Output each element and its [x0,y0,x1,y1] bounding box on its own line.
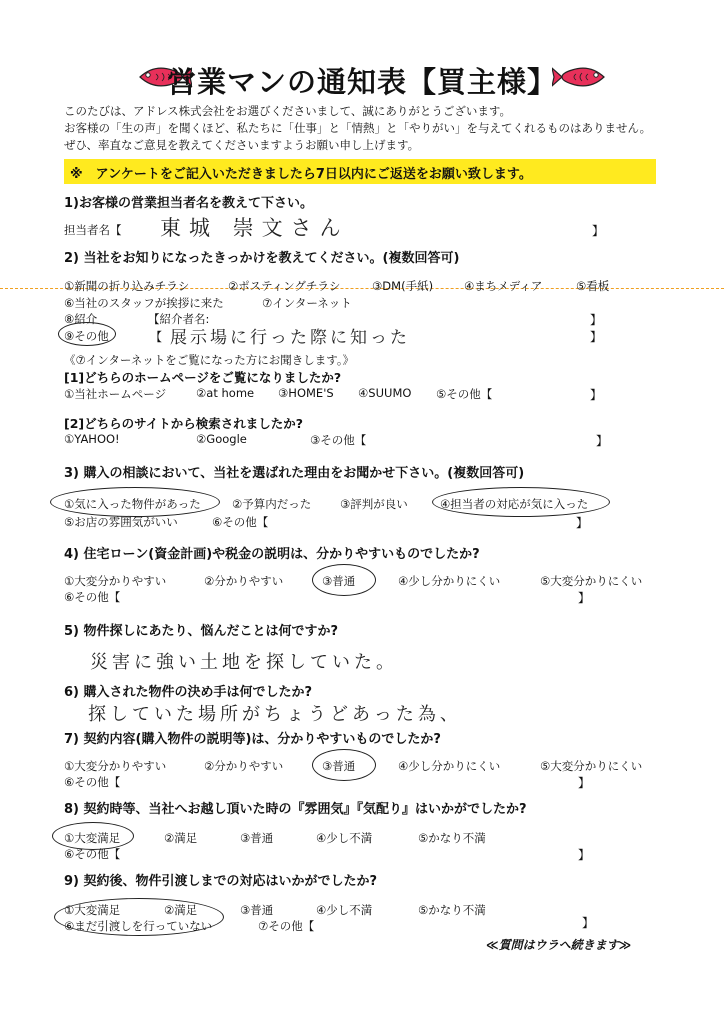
q2-option-9-circle [58,322,116,346]
q2-site-option-2[interactable]: ②at home [196,386,255,400]
q6-question: 6) 購入された物件の決め手は何でしたか? [64,685,313,700]
q7-option-6[interactable]: ⑥その他【 [64,775,121,789]
q7-option-4[interactable]: ④少し分かりにくい [398,759,501,773]
intro-line-3: ぜひ、率直なご意見を教えてくださいますようお願い申し上げます。 [64,138,420,152]
q9-option-6[interactable]: ⑥まだ引渡しを行っていない [64,919,213,933]
q2-site-close: 】 [590,388,603,402]
q2-referrer-label: 【紹介者名: [148,312,210,326]
q3-question: 3) 購入の相談において、当社を選ばれた理由をお聞かせ下さい。(複数回答可) [64,466,525,481]
q2-search-close: 】 [596,434,609,448]
q2-option-4[interactable]: ④まちメディア [464,279,543,293]
q7-option-5[interactable]: ⑤大変分かりにくい [540,759,643,773]
q8-option-6[interactable]: ⑥その他【 [64,847,121,861]
q2-option-9[interactable]: ⑨その他 [64,329,109,343]
q3-option-5[interactable]: ⑤お店の雰囲気がいい [64,515,178,529]
q9-option-5[interactable]: ⑤かなり不満 [418,903,486,917]
q8-option-4[interactable]: ④少し不満 [316,831,373,845]
q2-site-option-3[interactable]: ③HOME'S [278,386,334,400]
q7-option-1[interactable]: ①大変分かりやすい [64,759,167,773]
q8-question: 8) 契約時等、当社へお越し頂いた時の『雰囲気』『気配り』はいかがでしたか? [64,802,527,817]
q2-search-option-2[interactable]: ②Google [196,432,247,446]
q4-option-5[interactable]: ⑤大変分かりにくい [540,574,643,588]
q6-answer[interactable]: 探していた場所がちょうどあった為、 [88,704,462,725]
q3-option-1[interactable]: ①気に入った物件があった [64,497,201,511]
q9-close: 】 [582,916,595,930]
intro-line-1: このたびは、アドレス株式会社をお選びくださいまして、誠にありがとうございます。 [64,104,512,118]
q3-option-3[interactable]: ③評判が良い [340,497,408,511]
notice-banner-text: ※ アンケートをご記入いただきましたら7日以内にご返送をお願い致します。 [70,167,532,182]
q2-option-6[interactable]: ⑥当社のスタッフが挨拶に来た [64,296,224,310]
q4-option-2[interactable]: ②分かりやすい [204,574,284,588]
notice-banner [64,159,656,184]
q9-option-7[interactable]: ⑦その他【 [258,919,315,933]
q4-close: 】 [578,591,591,605]
q8-close: 】 [578,848,591,862]
q2-internet-sub2: [2]どちらのサイトから検索されましたか? [64,416,304,431]
q2-option-5[interactable]: ⑤看板 [576,279,610,293]
q2-site-option-1[interactable]: ①当社ホームページ [64,387,167,401]
q3-option-4[interactable]: ④担当者の対応が気に入った [440,497,589,511]
q4-question: 4) 住宅ローン(資金計画)や税金の説明は、分かりやすいものでしたか? [64,547,480,562]
q1-staff-label: 担当者名【 [64,223,122,237]
page-title: 営業マンの通知表【買主様】 [166,65,557,99]
q2-option-7[interactable]: ⑦インターネット [262,296,352,310]
q9-option-6-circle [54,898,224,936]
q2-site-option-4[interactable]: ④SUUMO [358,386,412,400]
q4-option-4[interactable]: ④少し分かりにくい [398,574,501,588]
intro-line-2: お客様の「生の声」を聞くほど、私たちに「仕事」と「情熱」と「やりがい」を与えてくれるものはありません。 [64,121,652,135]
q1-close-bracket: 】 [592,224,605,238]
q7-question: 7) 契約内容(購入物件の説明等)は、分かりやすいものでしたか? [64,732,441,747]
q7-option-3[interactable]: ③普通 [322,759,356,773]
q3-option-4-circle [432,487,610,517]
q4-option-3-circle [312,564,376,596]
q5-answer[interactable]: 災害に強い土地を探していた。 [90,652,398,673]
q9-option-4[interactable]: ④少し不満 [316,903,373,917]
q2-search-option-3[interactable]: ③その他【 [310,433,367,447]
q2-site-option-5[interactable]: ⑤その他【 [436,387,493,401]
q5-question: 5) 物件探しにあたり、悩んだことは何ですか? [64,624,339,639]
q2-option-8[interactable]: ⑧紹介 [64,312,98,326]
q4-option-6[interactable]: ⑥その他【 [64,590,121,604]
q8-option-3[interactable]: ③普通 [240,831,274,845]
q2-other-open: 【 [150,330,163,344]
q3-option-2[interactable]: ②予算内だった [232,497,312,511]
q2-option-1[interactable]: ①新聞の折り込みチラシ [64,279,190,293]
q8-option-2[interactable]: ②満足 [164,831,198,845]
q1-question: 1)お客様の営業担当者名を教えて下さい。 [64,196,313,211]
q4-option-1[interactable]: ①大変分かりやすい [64,574,167,588]
q9-option-2[interactable]: ②満足 [164,903,198,917]
q9-question: 9) 契約後、物件引渡しまでの対応はいかがでしたか? [64,874,378,889]
q2-other-answer[interactable]: 展示場に行った際に知った [170,328,410,348]
q7-option-3-circle [312,749,376,781]
q7-close: 】 [578,776,591,790]
q2-search-option-1[interactable]: ①YAHOO! [64,432,120,446]
q7-option-2[interactable]: ②分かりやすい [204,759,284,773]
q3-close: 】 [576,516,589,530]
q2-referrer-close: 】 [590,313,603,327]
q1-staff-answer[interactable]: 東城 崇文さん [160,216,349,240]
q3-option-1-circle [50,487,220,517]
q2-option-3[interactable]: ③DM(手紙) [372,279,434,293]
q8-option-5[interactable]: ⑤かなり不満 [418,831,486,845]
q2-internet-heading: 《⑦インターネットをご覧になった方にお聞きします。》 [64,353,355,367]
q2-other-close: 】 [590,330,603,344]
q2-option-2[interactable]: ②ポスティングチラシ [228,279,341,293]
footer-continue-note: ≪質問はウラへ続きます≫ [486,938,632,952]
q9-option-3[interactable]: ③普通 [240,903,274,917]
q4-option-3[interactable]: ③普通 [322,574,356,588]
q2-internet-sub1: [1]どちらのホームページをご覧になりましたか? [64,370,342,385]
q2-question: 2) 当社をお知りになったきっかけを教えてください。(複数回答可) [64,251,460,266]
q9-option-1[interactable]: ①大変満足 [64,903,121,917]
q8-option-1[interactable]: ①大変満足 [64,831,121,845]
q3-option-6[interactable]: ⑥その他【 [212,515,269,529]
